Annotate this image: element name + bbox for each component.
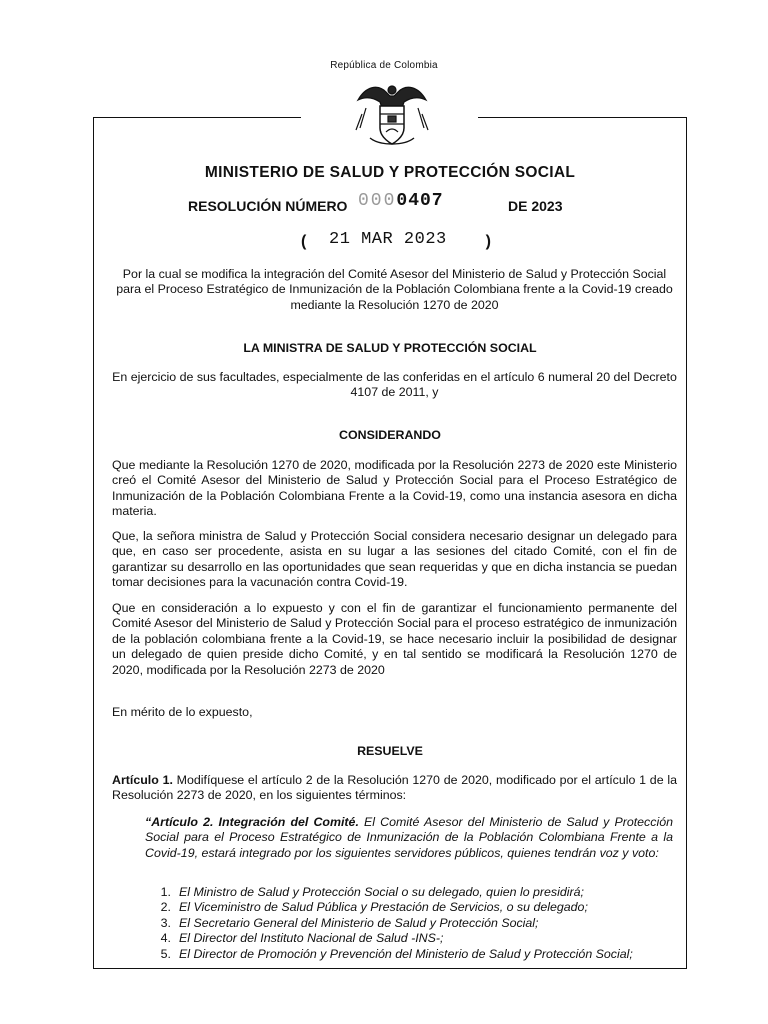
date-line [301, 230, 491, 256]
article-2-quote-label: “Artículo 2. Integración del Comité. [145, 815, 359, 829]
authority-text: En ejercicio de sus facultades, especialmente de las conferidas en el artículo 6 numeral 20 del Decreto 4107 de 2011, y [112, 370, 677, 400]
considerando-paragraph-2: Que, la señora ministra de Salud y Protección Social considera necesario designar un delegado para que, en caso ser procedente, asista en su lugar a las sesiones del citado Comité, con el fin de garantizar su desarrollo en las oportunidades que sean requeridas y que en dicha instancia se puedan tomar decisiones para la vacunación contra Covid-19. [112, 529, 677, 590]
republica-label: República de Colombia [330, 60, 438, 71]
considerando-paragraph-1: Que mediante la Resolución 1270 de 2020, modificada por la Resolución 2273 de 2020 este Ministerio creó el Comité Asesor del Ministerio de Salud y Protección Social para el Proceso Estratégico de Inmunización de la Población Colombiana Frente a la Covid-19, como una instancia asesora en dicha materia. [112, 458, 677, 519]
resuelve-heading: RESUELVE [357, 744, 423, 758]
list-item: 4. El Director del Instituto Nacional de Salud -INS-; [160, 931, 444, 946]
considerando-paragraph-3: Que en consideración a lo expuesto y con el fin de garantizar el funcionamiento permanente del Comité Asesor del Ministerio de Salud y Protección Social para el proceso estratégico de inmunización de la población colombiana frente a la Covid-19, se hace necesario incluir la posibilidad de designar un delegado de quien preside dicho Comité, y en tal sentido se modificará la Resolución 1270 de 2020, modificada por la Resolución 2273 de 2020 [112, 601, 677, 677]
article-1 [112, 773, 677, 804]
list-item: 5. El Director de Promoción y Prevención del Ministerio de Salud y Protección Social; [160, 946, 633, 961]
resolution-number [358, 191, 444, 211]
date-paren-open: ( [301, 233, 307, 250]
committee-members-list [145, 885, 685, 962]
article-1-text: Modifíquese el artículo 2 de la Resolución 1270 de 2020, modificado por el artículo 1 de la Resolución 2273 de 2020, en los siguientes términos: [112, 773, 677, 803]
authority-title: LA MINISTRA DE SALUD Y PROTECCIÓN SOCIAL [243, 341, 537, 355]
date-stamp: 21 MAR 2023 [329, 230, 447, 249]
ministry-title: MINISTERIO DE SALUD Y PROTECCIÓN SOCIAL [204, 164, 576, 181]
resolution-summary: Por la cual se modifica la integración del Comité Asesor del Ministerio de Salud y Protección Social para el Proceso Estratégico de Inmunización de la Población Colombiana frente a la Covid-19 creado mediante la Resolución 1270 de 2020 [116, 267, 673, 312]
list-item: 2. El Viceministro de Salud Pública y Prestación de Servicios, o su delegado; [160, 900, 588, 915]
article-1-label: Artículo 1. [112, 773, 173, 787]
list-item: 1. El Ministro de Salud y Protección Social o su delegado, quien lo presidirá; [160, 885, 584, 899]
date-paren-close: ) [485, 233, 491, 250]
resolution-label: RESOLUCIÓN NÚMERO [188, 198, 348, 214]
article-2-quote [145, 815, 673, 861]
considerando-paragraph-4: En mérito de lo expuesto, [112, 705, 253, 719]
list-item: 3. El Secretario General del Ministerio de Salud y Protección Social; [160, 915, 539, 930]
considerando-heading: CONSIDERANDO [339, 428, 441, 442]
resolution-number-value: 0407 [396, 191, 444, 211]
article-2-quote-text: El Comité Asesor del Ministerio de Salud y Protección Social para el Proceso Estratégico de Inmunización de la Población Colombiana Frente a la Covid-19, estará integrado por los siguientes servidores públicos, quienes tendrán voz y voto: [145, 815, 673, 860]
resolution-number-faded: 000 [358, 191, 397, 211]
resolution-year: DE 2023 [508, 198, 563, 214]
